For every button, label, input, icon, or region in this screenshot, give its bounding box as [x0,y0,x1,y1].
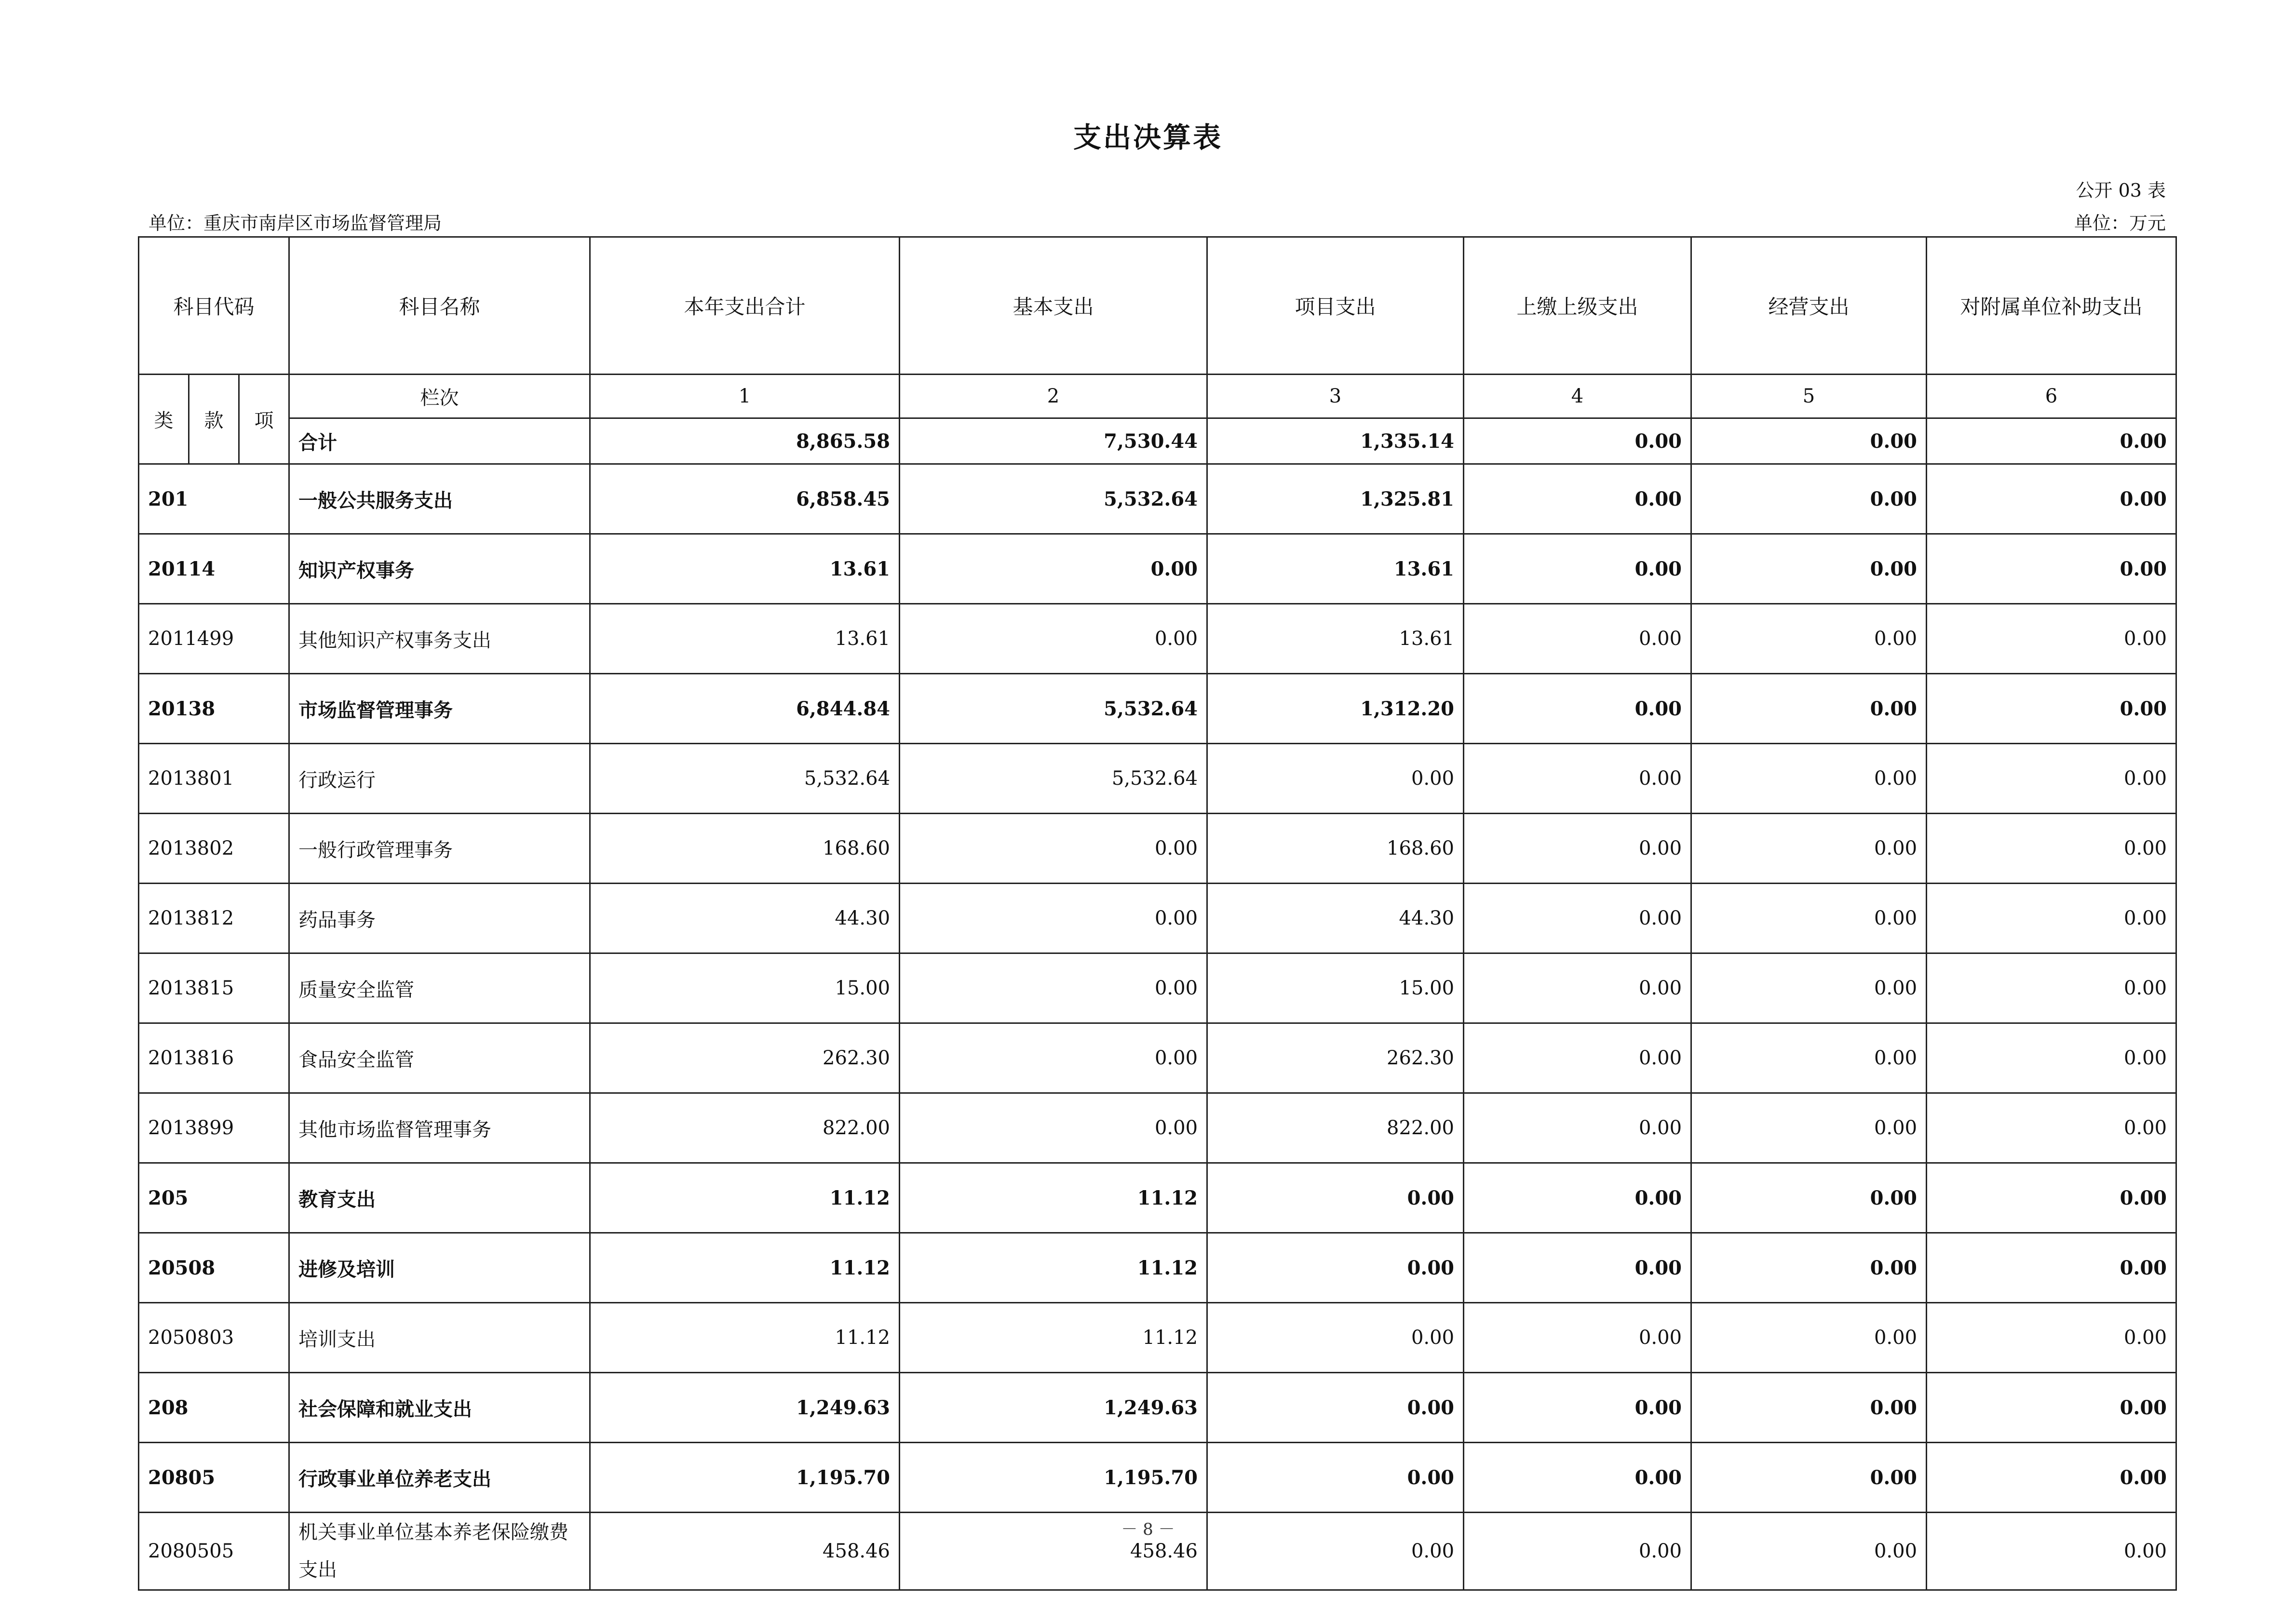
amount-cell: 0.00 [1691,884,1927,953]
subject-name: 一般公共服务支出 [289,464,590,534]
subject-code: 201 [139,464,289,534]
amount-cell: 0.00 [1691,744,1927,814]
header-row [139,237,2176,375]
column-index: 2 [900,375,1207,418]
amount-cell: 1,195.70 [900,1443,1207,1513]
subject-code: 2080505 [139,1513,289,1590]
amount-cell: 0.00 [1464,1373,1691,1443]
form-number: 公开 03 表 [2076,180,2166,201]
amount-cell: 0.00 [1207,1443,1464,1513]
amount-cell: 0.00 [1691,1513,1927,1590]
amount-cell: 0.00 [1464,1093,1691,1163]
amount-cell: 5,532.64 [590,744,900,814]
table-row [139,953,2176,1023]
amount-cell: 0.00 [1691,464,1927,534]
amount-cell: 0.00 [1927,604,2176,674]
amount-cell: 0.00 [1927,1093,2176,1163]
column-index-row [139,375,2176,418]
amount-cell: 0.00 [1207,1303,1464,1373]
amount-cell: 0.00 [1464,464,1691,534]
column-index: 3 [1207,375,1464,418]
amount-cell: 0.00 [1464,534,1691,604]
amount-cell: 0.00 [1927,1303,2176,1373]
subject-code: 2013815 [139,953,289,1023]
amount-cell: 0.00 [1927,1023,2176,1093]
amount-cell: 0.00 [1464,1513,1691,1590]
table-row [139,1303,2176,1373]
amount-cell: 44.30 [590,884,900,953]
amount-cell: 1,195.70 [590,1443,900,1513]
page-number: － 8 － [1121,1520,1175,1539]
amount-cell: 0.00 [1464,1163,1691,1233]
subject-code: 208 [139,1373,289,1443]
table-row [139,1233,2176,1303]
amount-cell: 0.00 [1691,1373,1927,1443]
amount-cell: 13.61 [590,534,900,604]
amount-cell: 0.00 [1691,1233,1927,1303]
amount-cell: 1,249.63 [590,1373,900,1443]
table-row [139,464,2176,534]
subject-code: 2011499 [139,604,289,674]
subject-name: 一般行政管理事务 [289,814,590,884]
amount-cell: 0.00 [900,1093,1207,1163]
table-row [139,674,2176,744]
subject-name: 行政事业单位养老支出 [289,1443,590,1513]
amount-cell: 11.12 [900,1233,1207,1303]
subject-name: 药品事务 [289,884,590,953]
subject-name: 培训支出 [289,1303,590,1373]
amount-cell: 0.00 [1691,1303,1927,1373]
amount-cell: 11.12 [900,1303,1207,1373]
total-cell: 7,530.44 [900,418,1207,464]
amount-cell: 1,325.81 [1207,464,1464,534]
header-lei: 类 [139,375,189,464]
amount-cell: 0.00 [900,534,1207,604]
total-cell: 0.00 [1464,418,1691,464]
total-label: 合计 [289,418,590,464]
amount-cell: 13.61 [1207,534,1464,604]
amount-cell: 0.00 [1927,674,2176,744]
amount-cell: 0.00 [1927,1373,2176,1443]
amount-cell: 168.60 [590,814,900,884]
header-name: 科目名称 [289,237,590,375]
amount-cell: 11.12 [590,1233,900,1303]
amount-cell: 0.00 [1207,1513,1464,1590]
amount-cell: 0.00 [1691,604,1927,674]
currency-unit: 单位：万元 [2074,213,2166,234]
amount-cell: 1,312.20 [1207,674,1464,744]
amount-cell: 5,532.64 [900,464,1207,534]
amount-cell: 0.00 [1464,953,1691,1023]
amount-cell: 11.12 [900,1163,1207,1233]
table-row [139,814,2176,884]
amount-cell: 0.00 [1691,534,1927,604]
subject-code: 2013899 [139,1093,289,1163]
amount-cell: 0.00 [1927,534,2176,604]
header-business: 经营支出 [1691,237,1927,375]
subject-name: 教育支出 [289,1163,590,1233]
amount-cell: 0.00 [900,814,1207,884]
amount-cell: 11.12 [590,1163,900,1233]
subject-code: 2013801 [139,744,289,814]
amount-cell: 0.00 [1927,1163,2176,1233]
subject-name: 市场监督管理事务 [289,674,590,744]
subject-name: 知识产权事务 [289,534,590,604]
amount-cell: 0.00 [1927,884,2176,953]
amount-cell: 0.00 [1464,1443,1691,1513]
subject-code: 20508 [139,1233,289,1303]
amount-cell: 0.00 [900,604,1207,674]
amount-cell: 0.00 [1927,1513,2176,1590]
subject-name: 其他市场监督管理事务 [289,1093,590,1163]
column-index: 4 [1464,375,1691,418]
amount-cell: 0.00 [1927,744,2176,814]
subject-code: 205 [139,1163,289,1233]
amount-cell: 0.00 [1927,814,2176,884]
subject-name: 行政运行 [289,744,590,814]
table-row [139,1373,2176,1443]
amount-cell: 0.00 [1207,1233,1464,1303]
table-row [139,1023,2176,1093]
amount-cell: 44.30 [1207,884,1464,953]
total-cell: 0.00 [1691,418,1927,464]
header-upper: 上缴上级支出 [1464,237,1691,375]
header-code: 科目代码 [139,237,289,375]
table-row [139,604,2176,674]
amount-cell: 0.00 [1464,1303,1691,1373]
header-project: 项目支出 [1207,237,1464,375]
amount-cell: 5,532.64 [900,744,1207,814]
amount-cell: 15.00 [590,953,900,1023]
amount-cell: 822.00 [590,1093,900,1163]
subject-name: 社会保障和就业支出 [289,1373,590,1443]
amount-cell: 458.46 [900,1513,1207,1590]
header-total: 本年支出合计 [590,237,900,375]
amount-cell: 0.00 [1464,1023,1691,1093]
amount-cell: 0.00 [1464,604,1691,674]
amount-cell: 0.00 [1691,674,1927,744]
header-basic: 基本支出 [900,237,1207,375]
subject-name: 其他知识产权事务支出 [289,604,590,674]
header-xiang: 项 [239,375,289,464]
subject-code: 20114 [139,534,289,604]
amount-cell: 11.12 [590,1303,900,1373]
amount-cell: 0.00 [1207,1373,1464,1443]
amount-cell: 0.00 [1691,1093,1927,1163]
amount-cell: 13.61 [1207,604,1464,674]
amount-cell: 262.30 [1207,1023,1464,1093]
amount-cell: 6,858.45 [590,464,900,534]
expenditure-table [138,236,2177,1591]
amount-cell: 13.61 [590,604,900,674]
amount-cell: 6,844.84 [590,674,900,744]
amount-cell: 0.00 [900,1023,1207,1093]
amount-cell: 0.00 [900,884,1207,953]
subject-code: 2013816 [139,1023,289,1093]
amount-cell: 0.00 [1927,1233,2176,1303]
subject-name: 质量安全监管 [289,953,590,1023]
amount-cell: 0.00 [1691,953,1927,1023]
amount-cell: 0.00 [1207,744,1464,814]
table-row [139,534,2176,604]
header-kuan: 款 [189,375,239,464]
amount-cell: 0.00 [1927,464,2176,534]
amount-cell: 5,532.64 [900,674,1207,744]
subject-name: 食品安全监管 [289,1023,590,1093]
amount-cell: 15.00 [1207,953,1464,1023]
subject-code: 2050803 [139,1303,289,1373]
column-index: 5 [1691,375,1927,418]
table-row [139,744,2176,814]
subject-code: 20138 [139,674,289,744]
amount-cell: 0.00 [1464,814,1691,884]
header-subsidy: 对附属单位补助支出 [1927,237,2176,375]
amount-cell: 0.00 [1691,1443,1927,1513]
reporting-unit: 单位：重庆市南岸区市场监督管理局 [149,213,442,234]
table-row [139,1443,2176,1513]
amount-cell: 0.00 [1691,814,1927,884]
column-index: 6 [1927,375,2176,418]
amount-cell: 458.46 [590,1513,900,1590]
table-row [139,884,2176,953]
amount-cell: 0.00 [900,953,1207,1023]
total-cell: 0.00 [1927,418,2176,464]
total-cell: 8,865.58 [590,418,900,464]
table-row [139,1093,2176,1163]
amount-cell: 0.00 [1927,953,2176,1023]
amount-cell: 0.00 [1464,674,1691,744]
amount-cell: 0.00 [1927,1443,2176,1513]
amount-cell: 0.00 [1464,1233,1691,1303]
total-row [139,418,2176,464]
header-lanci: 栏次 [289,375,590,418]
amount-cell: 0.00 [1691,1023,1927,1093]
table-row [139,1163,2176,1233]
amount-cell: 0.00 [1691,1163,1927,1233]
subject-code: 20805 [139,1443,289,1513]
subject-code: 2013812 [139,884,289,953]
amount-cell: 0.00 [1464,744,1691,814]
total-cell: 1,335.14 [1207,418,1464,464]
amount-cell: 0.00 [1207,1163,1464,1233]
subject-name: 进修及培训 [289,1233,590,1303]
subject-code: 2013802 [139,814,289,884]
amount-cell: 822.00 [1207,1093,1464,1163]
amount-cell: 168.60 [1207,814,1464,884]
column-index: 1 [590,375,900,418]
amount-cell: 1,249.63 [900,1373,1207,1443]
amount-cell: 0.00 [1464,884,1691,953]
amount-cell: 262.30 [590,1023,900,1093]
subject-name: 机关事业单位基本养老保险缴费支出 [289,1513,590,1590]
page-title: 支出决算表 [1073,121,1223,154]
